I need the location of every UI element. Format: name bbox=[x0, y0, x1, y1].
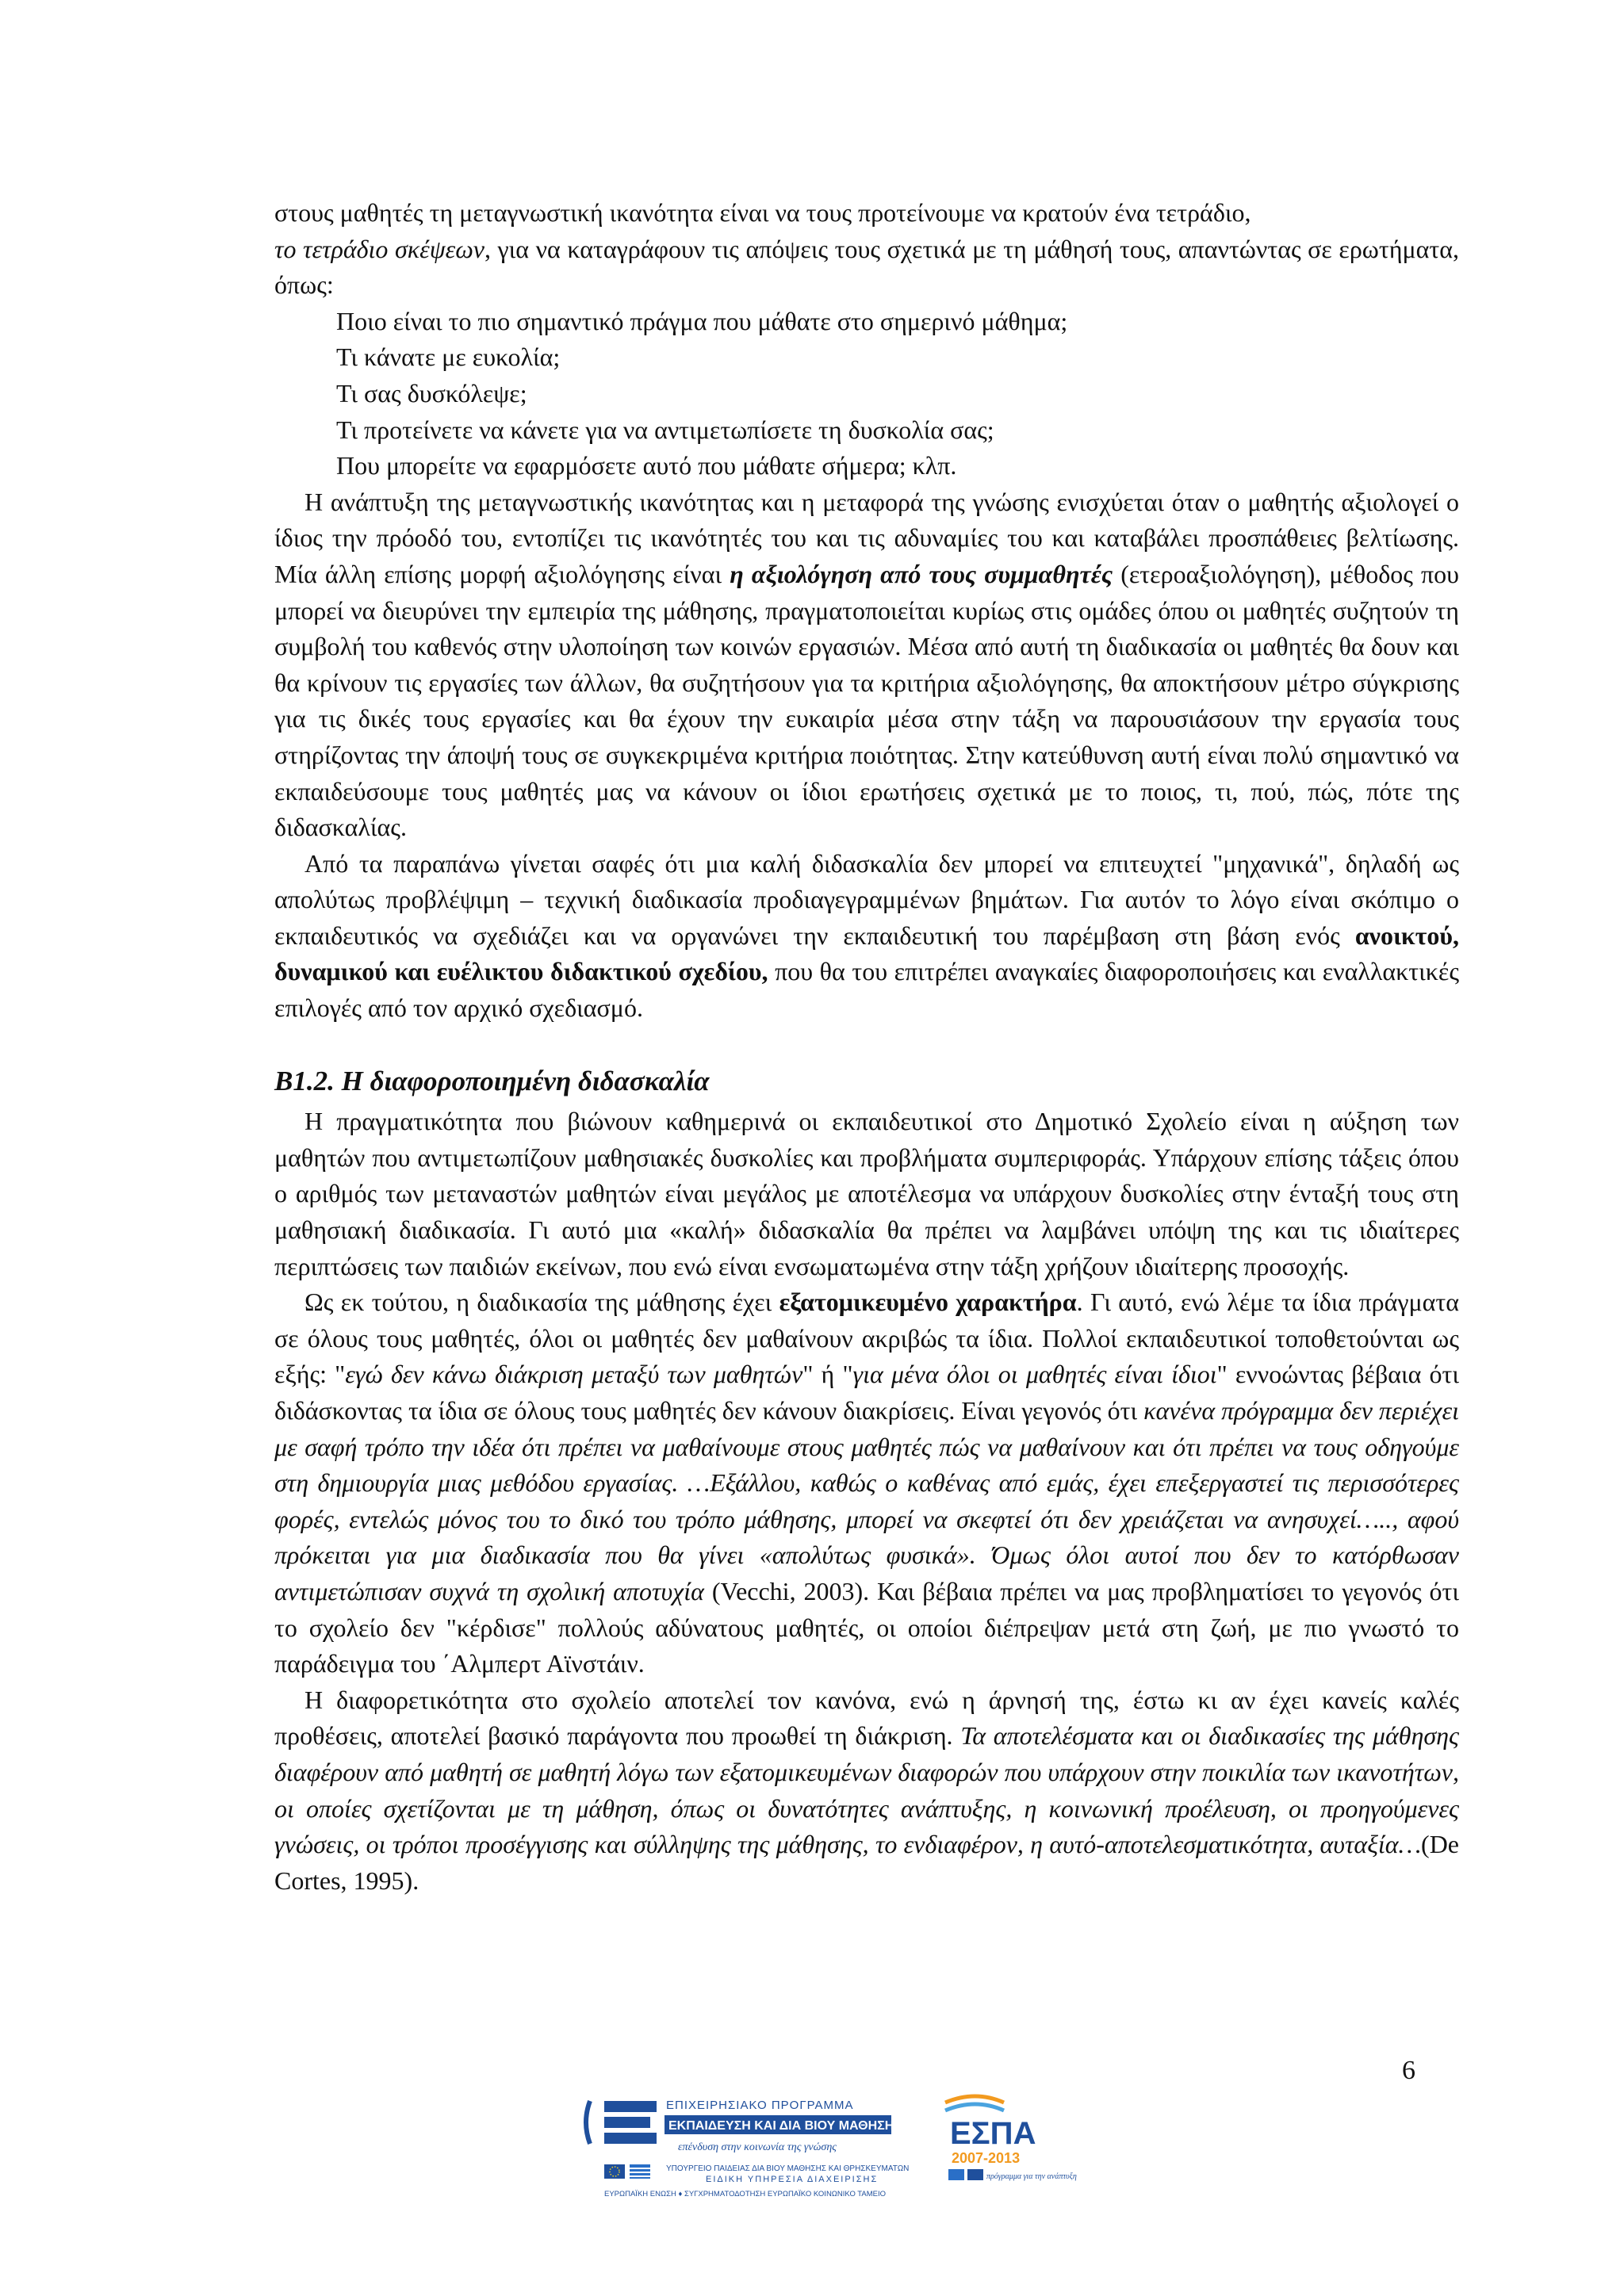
paragraph-reality: Η πραγματικότητα που βιώνουν καθημερινά οι εκπαιδευτικοί στο Δημοτικό Σχολείο είναι η αύξηση των μαθητών που αντιμετωπίζουν μαθησιακές δυσκολίες και προβλήματα συμπεριφοράς. Υπάρχουν επίσης τάξεις όπου ο αριθμός των μεταναστών μαθητών είναι μεγάλος με αποτέλεσμα να υπάρχουν δυσκολίες στην ένταξή τους στη μαθησιακή διαδικασία. Γι αυτό μια «καλή» διδασκαλία θα πρέπει να λαμβάνει υπόψη της και τις ιδιαίτερες περιπτώσεις των παιδιών εκείνων, που ενώ είναι ενσωματωμένα στην τάξη χρήζουν ιδιαίτερης προσοχής. bbox=[274, 1107, 1459, 1280]
espa-flags-icon bbox=[948, 2169, 983, 2180]
ministry-line2: ΕΙΔΙΚΗ ΥΠΗΡΕΣΙΑ ΔΙΑΧΕΙΡΙΣΗΣ bbox=[706, 2175, 879, 2184]
intro-text-b: , για να καταγράφουν τις απόψεις τους σχετικά με τη μάθησή τους, απαντώντας σε ερωτήματα, όπως: bbox=[274, 234, 1460, 300]
p3-text-a: Από τα παραπάνω γίνεται σαφές ότι μια καλή διδασκαλία δεν μπορεί να επιτευχτεί "μηχανικά", δηλαδή ως απολύτως προβλέψιμη – τεχνική διαδικασία προδιαγεγραμμένων βημάτων. Για αυτόν το λόγο είναι σκόπιμο ο εκπαιδευτικός να σχεδιάζει και να οργανώνει την εκπαιδευτική του παρέμβαση στη βάση ενός bbox=[274, 848, 1459, 950]
paragraph-metacognition bbox=[274, 484, 1459, 846]
p6-text-a: Η διαφορετικότητα στο σχολείο αποτελεί τον κανόνα, ενώ η άρνησή της, έστω κι αν έχει κανείς καλές προθέσεις, αποτελεί βασικό παράγοντα που προωθεί τη διάκριση. bbox=[274, 1685, 1459, 1751]
question-5: Που μπορείτε να εφαρμόσετε αυτό που μάθατε σήμερα; κλπ. bbox=[336, 451, 957, 480]
question-2: Τι κάνατε με ευκολία; bbox=[336, 342, 561, 372]
p6-text-b: (De Cortes, 1995). bbox=[274, 1830, 1459, 1895]
p3-text-b: που θα του επιτρέπει αναγκαίες διαφοροποιήσεις και εναλλακτικές επιλογές από τον αρχικό σχεδιασμό. bbox=[274, 957, 1460, 1023]
p5-text-a: Ως εκ τούτου, η διαδικασία της μάθησης έχει bbox=[304, 1288, 772, 1317]
p5-text-d: " εννοώντας βέβαια ότι διδάσκοντας τα ίδια σε όλους τους μαθητές δεν κάνουν διακρίσεις. Είναι γεγονός ότι bbox=[274, 1360, 1460, 1425]
page-number: 6 bbox=[1402, 2056, 1415, 2085]
intro-text-a: στους μαθητές τη μεταγνωστική ικανότητα είναι να τους προτείνουμε να κρατούν ένα τετράδιο, bbox=[274, 198, 1251, 227]
section-title: Β1.2. Η διαφοροποιημένη διδασκαλία bbox=[274, 1065, 710, 1096]
p5-text-c: " ή " bbox=[802, 1360, 853, 1389]
program-line2: ΕΚΠΑΙΔΕΥΣΗ ΚΑΙ ΔΙΑ ΒΙΟΥ ΜΑΘΗΣΗ bbox=[668, 2119, 894, 2133]
p6-italic: Τα αποτελέσματα και οι διαδικασίες της μάθησης διαφέρουν από μαθητή σε μαθητή λόγω των εξατομικευμένων διαφορών που υπάρχουν στην ποικιλία των ικανοτήτων, οι οποίες σχετίζονται με τη μάθηση, όπως οι δυνατότητες ανάπτυξης, η κοινωνική προέλευση, οι προηγούμενες γνώσεις, οι τρόποι προσέγγισης και σύλληψης της μάθησης, το ενδιαφέρον, η αυτό-αποτελεσματικότητα, αυταξία… bbox=[274, 1721, 1460, 1859]
p2-text-a: Η ανάπτυξη της μεταγνωστικής ικανότητας και η μεταφορά της γνώσης ενισχύεται όταν ο μαθητής αξιολογεί ο ίδιος την πρόοδό του, εντοπίζει τις ικανότητές του και τις αδυναμίες του και καταβάλει προσπάθειες βελτίωσης. Μία άλλη επίσης μορφή αξιολόγησης είναι bbox=[274, 487, 1459, 588]
greek-flag-icon bbox=[630, 2164, 650, 2179]
question-3: Τι σας δυσκόλεψε; bbox=[336, 378, 527, 408]
espa-logo-icon bbox=[945, 2096, 1004, 2110]
eu-line: ΕΥΡΩΠΑΪΚΗ ΕΝΩΣΗ ♦ ΣΥΓΧΡΗΜΑΤΟΔΟΤΗΣΗ ΕΥΡΩΠΑΪΚΟ ΚΟΙΝΩΝΙΚΟ ΤΑΜΕΙΟ bbox=[604, 2190, 887, 2198]
p5-text-b: . Γι αυτό, ενώ λέμε τα ίδια πράγματα σε όλους τους μαθητές, όλοι οι μαθητές δεν μαθαίνουν ακριβώς τα ίδια. Πολλοί εκπαιδευτικοί τοποθετούνται ως εξής: " bbox=[274, 1288, 1460, 1389]
p5-italic-2: για μένα όλοι οι μαθητές είναι ίδιοι bbox=[852, 1360, 1217, 1389]
program-line1: ΕΠΙΧΕΙΡΗΣΙΑΚΟ ΠΡΟΓΡΑΜΜΑ bbox=[666, 2099, 854, 2112]
p2-text-b: (ετεροαξιολόγηση), μέθοδος που μπορεί να διευρύνει την εμπειρία της μάθησης, πραγματοποιείται κυρίως στις ομάδες όπου οι μαθητές συζητούν τη συμβολή του καθενός στην υλοποίηση των κοινών εργασιών. Μέσα από αυτή τη διαδικασία οι μαθητές θα δουν και θα κρίνουν τις εργασίες των άλλων, θα συζητήσουν για τα κριτήρια αξιολόγησης, θα αποκτήσουν μέτρο σύγκρισης για τις δικές τους εργασίες και θα έχουν την ευκαιρία μέσα στην τάξη να παρουσιάσουν την εργασία τους στηρίζοντας την άποψή τους σε συγκεκριμένα κριτήρια ποιότητας. Στην κατεύθυνση αυτή είναι πολύ σημαντικό να εκπαιδεύσουμε τους μαθητές μας να κάνουν οι ίδιοι ερωτήσεις σχετικά με το ποιος, τι, πού, πώς, πότε της διδασκαλίας. bbox=[274, 559, 1460, 842]
espa-slogan: πρόγραμμα για την ανάπτυξη bbox=[986, 2172, 1077, 2181]
p5-italic-3: κανένα πρόγραμμα δεν περιέχει με σαφή τρόπο την ιδέα ότι πρέπει να μαθαίνουμε στους μαθητές πώς να μαθαίνουν και ότι πρέπει να τους οδηγούμε στη δημιουργία μιας μεθόδου εργασίας. …Εξάλλου, καθώς ο καθένας από εμάς, έχει επεξεργαστεί τις περισσότερες φορές, εντελώς μόνος του το δικό του τρόπο μάθησης, μπορεί να σκεφτεί ότι δεν χρειάζεται να ανησυχεί….., αφού πρόκειται για μια διαδικασία που θα γίνει «απολύτως φυσικά». Όμως όλοι αυτοί που δεν το κατόρθωσαν αντιμετώπισαν συχνά τη σχολική αποτυχία bbox=[274, 1396, 1460, 1605]
question-1: Ποιο είναι το πιο σημαντικό πράγμα που μάθατε στο σημερινό μάθημα; bbox=[336, 306, 1068, 335]
intro-paragraph bbox=[274, 195, 1459, 304]
main-text bbox=[274, 195, 1459, 1899]
paragraph-design bbox=[274, 846, 1459, 1027]
p5-bold: εξατομικευμένο χαρακτήρα bbox=[779, 1288, 1077, 1317]
eu-flag-icon bbox=[604, 2164, 625, 2179]
program-logo-icon bbox=[586, 2101, 657, 2144]
intro-italic-term: το τετράδιο σκέψεων bbox=[274, 234, 485, 263]
ministry-line1: ΥΠΟΥΡΓΕΙΟ ΠΑΙΔΕΙΑΣ ΔΙΑ ΒΙΟΥ ΜΑΘΗΣΗΣ ΚΑΙ ΘΡΗΣΚΕΥΜΑΤΩΝ bbox=[666, 2164, 910, 2173]
question-4: Τι προτείνετε να κάνετε για να αντιμετωπίσετε τη δυσκολία σας; bbox=[336, 415, 994, 444]
footer-logos bbox=[555, 2085, 1110, 2260]
p3-bold: ανοικτού, δυναμικού και ευέλικτου διδακτικού σχεδίου, bbox=[274, 920, 1460, 986]
paragraph-diversity bbox=[274, 1682, 1459, 1900]
p5-italic-1: εγώ δεν κάνω διάκριση μεταξύ των μαθητών bbox=[345, 1360, 803, 1389]
espa-title: ΕΣΠΑ bbox=[950, 2116, 1036, 2151]
paragraph-individual bbox=[274, 1284, 1459, 1682]
espa-years: 2007-2013 bbox=[952, 2150, 1021, 2166]
p5-text-e: (Vecchi, 2003). Και βέβαια πρέπει να μας προβληματίσει το γεγονός ότι το σχολείο δεν "κέρδισε" πολλούς αδύνατους μαθητές, οι οποίοι διέπρεψαν μετά στη ζωή, με πιο γνωστό το παράδειγμα του ΄Αλμπερτ Αϊνστάιν. bbox=[274, 1576, 1460, 1678]
p2-bold-italic: η αξιολόγηση από τους συμμαθητές bbox=[730, 559, 1113, 588]
program-slogan: επένδυση στην κοινωνία της γνώσης bbox=[678, 2141, 837, 2153]
